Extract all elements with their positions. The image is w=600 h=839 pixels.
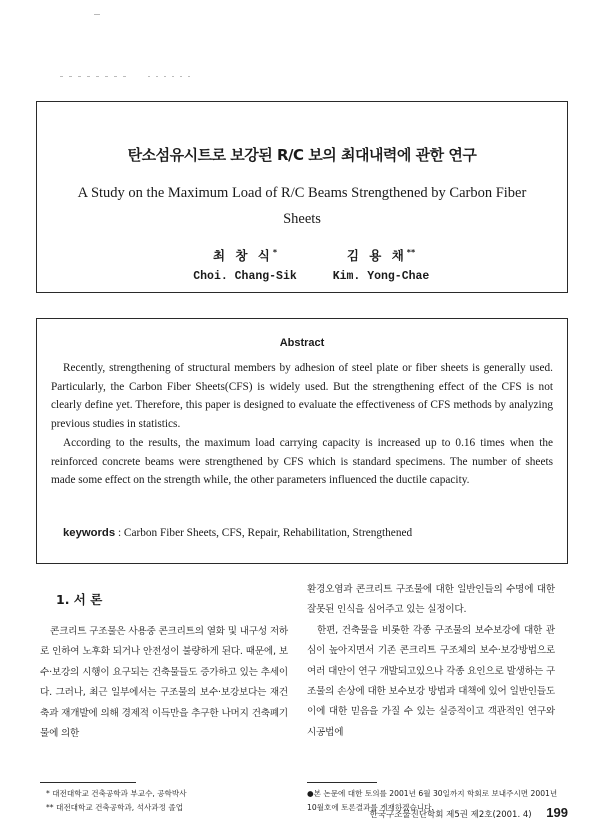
left-body-text: 콘크리트 구조물은 사용중 콘크리트의 열화 및 내구성 저하로 인하여 노후화 되거나 안전성이 불량하게 된다. 때문에, 보수·보강의 시행이 요구되는 건축물들도 증가하고 있는 추세이다. 그러나, 최근 일부에서는 구조물의 보수·보강보다는 재건축과 재개발에 의해 경제적 이득만을 추구한 나머지 건축폐기물에 의한	[40, 626, 288, 740]
right-body-text-1: 환경오염과 콘크리트 구조물에 대한 일반인들의 수명에 대한 잘못된 인식을 심어주고 있는 실정이다.	[307, 584, 555, 616]
english-title: A Study on the Maximum Load of R/C Beams Strengthened by Carbon Fiber Sheets	[77, 185, 527, 227]
author-1-name-ko: 최 창 식*	[212, 247, 278, 263]
footnote-discussion: ●본 논문에 대한 토의를 2001년 6월 30일까지 학회로 보내주시면 2001년 10월호에 토론결과를 게재하겠습니다.	[307, 789, 558, 812]
footnote-rule-left	[40, 782, 136, 783]
korean-title: 탄소섬유시트로 보강된 R/C 보의 최대내력에 관한 연구	[127, 146, 477, 164]
keywords-line	[63, 527, 553, 539]
scan-artifact	[60, 76, 130, 77]
section-heading-introduction: 1. 서 론	[56, 592, 103, 607]
left-column	[40, 590, 288, 744]
abstract-heading: Abstract	[279, 337, 325, 349]
right-column	[307, 580, 555, 743]
right-body-text-2: 한편, 건축물을 비롯한 각종 구조물의 보수보강에 대한 관심이 높아지면서 기존 콘크리트 구조체의 보수·보강방법으로 여러 대안이 연구 개발되고있으나 각종 요인으로 발생하는 구조물의 손상에 대한 보수보강 방법과 대책에 있어 일반인들도 이에 대한 믿음을 가질 수 있는 실증적이고 객관적인 연구와 시공법에	[307, 624, 555, 738]
footnote-author-2: ** 대전대학교 건축공학과, 석사과정 졸업	[46, 803, 184, 812]
keywords-list: : Carbon Fiber Sheets, CFS, Repair, Rehabilitation, Strengthened	[117, 527, 413, 539]
page-footer	[370, 805, 568, 820]
footnote-rule-right	[307, 782, 377, 783]
author-2-name-en: Kim. Yong-Chae	[332, 270, 430, 283]
abstract-box	[36, 318, 568, 564]
abstract-paragraph-1: Recently, strengthening of structural members by adhesion of steel plate or fiber sheets is generally used. Particularly, the Carbon Fiber Sheets(CFS) is widely used. But the strengthening effect of the CFS is not clearly define yet. Therefore, this paper is designed to evaluate the effectiveness of CFS methods by analyzing previous studies in statistics.	[51, 362, 553, 430]
title-box	[36, 101, 568, 293]
author-2-mark: **	[406, 247, 416, 257]
keywords-label: keywords	[63, 527, 116, 539]
author-2-name-ko: 김 용 채**	[346, 247, 416, 263]
journal-info: 한국구조물진단학회 제5권 제2호(2001. 4)	[369, 810, 532, 820]
scan-artifact	[148, 76, 190, 77]
page-number: 199	[546, 805, 568, 820]
scan-artifact	[94, 14, 100, 15]
footnote-author-1: * 대전대학교 건축공학과 부교수, 공학박사	[46, 789, 187, 798]
author-2	[301, 246, 461, 283]
author-1-name-en: Choi. Chang-Sik	[193, 270, 297, 283]
author-1-mark: *	[272, 247, 278, 257]
footnote-affiliations	[46, 787, 294, 815]
abstract-paragraph-2: According to the results, the maximum load carrying capacity is increased up to 0.16 times when the reinforced concrete beams were strengthened by CFS which is standard specimens. The number of sheets made some effect on the strength while, the other parameters influenced the ductile capacity.	[51, 437, 553, 486]
